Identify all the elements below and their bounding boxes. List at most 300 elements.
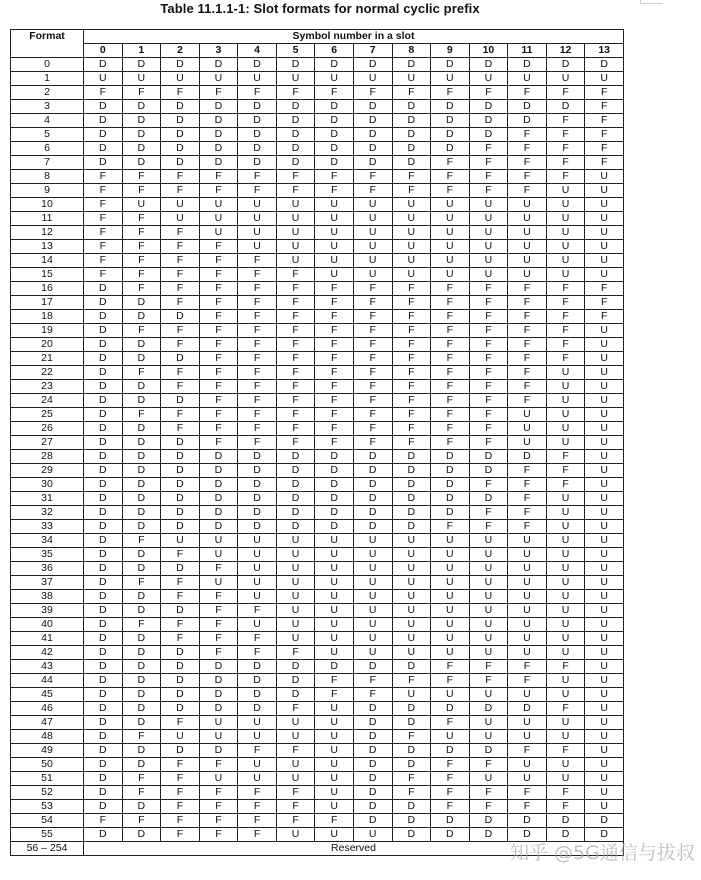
- symbol-cell: U: [238, 548, 277, 562]
- symbol-cell: U: [585, 576, 624, 590]
- symbol-cell: D: [508, 702, 547, 716]
- symbol-cell: F: [315, 310, 354, 324]
- symbol-cell: D: [353, 464, 392, 478]
- symbol-cell: F: [199, 184, 238, 198]
- symbol-cell: F: [431, 436, 470, 450]
- symbol-cell: F: [161, 828, 200, 842]
- symbol-cell: F: [431, 296, 470, 310]
- format-cell: 44: [11, 674, 84, 688]
- symbol-cell: F: [431, 170, 470, 184]
- symbol-cell: F: [431, 394, 470, 408]
- symbol-cell: U: [585, 660, 624, 674]
- symbol-cell: F: [508, 310, 547, 324]
- symbol-column-header: 2: [161, 44, 200, 58]
- symbol-cell: F: [469, 156, 508, 170]
- symbol-cell: D: [161, 142, 200, 156]
- symbol-cell: D: [161, 450, 200, 464]
- symbol-cell: U: [276, 72, 315, 86]
- symbol-cell: F: [276, 422, 315, 436]
- symbol-cell: F: [469, 282, 508, 296]
- symbol-cell: F: [431, 408, 470, 422]
- table-row: [11, 464, 624, 478]
- symbol-cell: F: [353, 688, 392, 702]
- symbol-cell: U: [431, 226, 470, 240]
- symbol-cell: D: [84, 366, 123, 380]
- symbol-cell: U: [469, 632, 508, 646]
- table-row: [11, 408, 624, 422]
- symbol-cell: D: [84, 324, 123, 338]
- symbol-cell: D: [238, 492, 277, 506]
- symbol-cell: F: [469, 478, 508, 492]
- symbol-cell: U: [508, 772, 547, 786]
- symbol-cell: F: [353, 394, 392, 408]
- symbol-cell: D: [199, 660, 238, 674]
- symbol-cell: U: [546, 268, 585, 282]
- symbol-cell: D: [353, 492, 392, 506]
- symbol-cell: F: [392, 366, 431, 380]
- symbol-cell: U: [276, 198, 315, 212]
- symbol-column-header: 0: [84, 44, 123, 58]
- symbol-cell: D: [431, 142, 470, 156]
- symbol-cell: F: [469, 408, 508, 422]
- symbol-cell: U: [585, 618, 624, 632]
- symbol-cell: F: [122, 534, 161, 548]
- table-row: [11, 450, 624, 464]
- symbol-cell: F: [508, 464, 547, 478]
- symbol-cell: U: [315, 254, 354, 268]
- symbol-cell: D: [508, 450, 547, 464]
- symbol-cell: D: [276, 688, 315, 702]
- symbol-cell: U: [315, 786, 354, 800]
- format-cell: 28: [11, 450, 84, 464]
- symbol-cell: U: [585, 674, 624, 688]
- symbol-cell: F: [122, 730, 161, 744]
- symbol-column-header: 9: [431, 44, 470, 58]
- symbol-cell: D: [122, 100, 161, 114]
- symbol-cell: F: [353, 296, 392, 310]
- symbol-cell: U: [546, 380, 585, 394]
- symbol-cell: F: [122, 772, 161, 786]
- symbol-cell: F: [392, 282, 431, 296]
- symbol-cell: U: [392, 268, 431, 282]
- symbol-cell: F: [122, 786, 161, 800]
- symbol-cell: U: [276, 590, 315, 604]
- symbol-cell: D: [315, 114, 354, 128]
- symbol-cell: D: [315, 506, 354, 520]
- symbol-cell: F: [122, 254, 161, 268]
- symbol-cell: U: [508, 436, 547, 450]
- symbol-cell: F: [315, 436, 354, 450]
- format-cell: 31: [11, 492, 84, 506]
- symbol-column-header: 10: [469, 44, 508, 58]
- symbol-cell: F: [469, 310, 508, 324]
- symbol-cell: U: [469, 72, 508, 86]
- symbol-cell: F: [508, 128, 547, 142]
- symbol-cell: F: [469, 142, 508, 156]
- symbol-cell: D: [546, 100, 585, 114]
- symbol-cell: F: [122, 282, 161, 296]
- symbol-cell: U: [199, 576, 238, 590]
- symbol-cell: U: [585, 352, 624, 366]
- symbol-cell: F: [392, 296, 431, 310]
- symbol-cell: U: [585, 492, 624, 506]
- symbol-cell: U: [585, 478, 624, 492]
- symbol-cell: U: [238, 758, 277, 772]
- symbol-cell: F: [276, 394, 315, 408]
- symbol-cell: D: [392, 660, 431, 674]
- symbol-cell: D: [353, 450, 392, 464]
- symbol-cell: F: [508, 282, 547, 296]
- symbol-cell: U: [508, 254, 547, 268]
- symbol-cell: U: [392, 212, 431, 226]
- symbol-cell: F: [508, 352, 547, 366]
- symbol-cell: D: [199, 688, 238, 702]
- symbol-cell: F: [431, 156, 470, 170]
- symbol-cell: U: [585, 800, 624, 814]
- symbol-cell: U: [431, 198, 470, 212]
- symbol-cell: U: [469, 226, 508, 240]
- symbol-cell: F: [238, 744, 277, 758]
- symbol-cell: F: [199, 408, 238, 422]
- symbol-cell: F: [508, 142, 547, 156]
- symbol-cell: D: [276, 114, 315, 128]
- symbol-cell: D: [392, 114, 431, 128]
- symbol-cell: D: [276, 156, 315, 170]
- table-row: [11, 660, 624, 674]
- symbol-cell: F: [276, 310, 315, 324]
- table-row: [11, 548, 624, 562]
- symbol-cell: F: [392, 338, 431, 352]
- symbol-cell: U: [546, 198, 585, 212]
- format-cell: 49: [11, 744, 84, 758]
- symbol-cell: F: [276, 646, 315, 660]
- symbol-cell: F: [161, 268, 200, 282]
- symbol-cell: F: [238, 324, 277, 338]
- symbol-cell: F: [161, 86, 200, 100]
- symbol-cell: U: [508, 590, 547, 604]
- symbol-cell: D: [84, 338, 123, 352]
- symbol-cell: F: [199, 590, 238, 604]
- symbol-cell: U: [508, 576, 547, 590]
- symbol-cell: D: [161, 702, 200, 716]
- symbol-cell: U: [315, 702, 354, 716]
- symbol-cell: U: [315, 618, 354, 632]
- symbol-cell: U: [161, 72, 200, 86]
- symbol-cell: F: [508, 744, 547, 758]
- symbol-cell: D: [84, 114, 123, 128]
- symbol-cell: D: [353, 786, 392, 800]
- symbol-cell: D: [84, 772, 123, 786]
- symbol-cell: U: [353, 646, 392, 660]
- symbol-cell: D: [276, 506, 315, 520]
- symbol-cell: F: [508, 380, 547, 394]
- symbol-cell: D: [276, 128, 315, 142]
- symbol-cell: U: [315, 226, 354, 240]
- symbol-column-header: 13: [585, 44, 624, 58]
- symbol-cell: F: [161, 576, 200, 590]
- symbol-cell: D: [161, 674, 200, 688]
- symbol-cell: F: [315, 814, 354, 828]
- symbol-cell: F: [431, 380, 470, 394]
- format-cell: 19: [11, 324, 84, 338]
- symbol-cell: D: [431, 450, 470, 464]
- symbol-cell: F: [122, 324, 161, 338]
- symbol-cell: U: [585, 72, 624, 86]
- symbol-cell: U: [431, 646, 470, 660]
- symbol-cell: D: [469, 492, 508, 506]
- symbol-cell: U: [315, 800, 354, 814]
- symbol-cell: U: [546, 758, 585, 772]
- symbol-cell: D: [315, 142, 354, 156]
- symbol-cell: D: [122, 156, 161, 170]
- symbol-cell: U: [469, 534, 508, 548]
- symbol-cell: F: [161, 296, 200, 310]
- symbol-cell: F: [84, 86, 123, 100]
- symbol-cell: F: [353, 422, 392, 436]
- symbol-cell: D: [392, 478, 431, 492]
- symbol-cell: U: [199, 730, 238, 744]
- symbol-cell: F: [469, 366, 508, 380]
- symbol-cell: D: [161, 156, 200, 170]
- symbol-cell: D: [199, 674, 238, 688]
- format-cell: 1: [11, 72, 84, 86]
- symbol-cell: U: [431, 534, 470, 548]
- symbol-cell: D: [199, 156, 238, 170]
- symbol-cell: D: [392, 58, 431, 72]
- symbol-cell: U: [276, 212, 315, 226]
- symbol-cell: F: [276, 408, 315, 422]
- symbol-cell: U: [585, 702, 624, 716]
- symbol-cell: D: [392, 100, 431, 114]
- symbol-cell: U: [315, 646, 354, 660]
- symbol-cell: D: [84, 436, 123, 450]
- symbol-cell: F: [431, 660, 470, 674]
- symbol-cell: F: [392, 772, 431, 786]
- symbol-cell: D: [469, 128, 508, 142]
- symbol-cell: D: [238, 674, 277, 688]
- symbol-cell: D: [84, 744, 123, 758]
- symbol-cell: F: [238, 380, 277, 394]
- symbol-cell: U: [161, 730, 200, 744]
- symbol-cell: F: [122, 618, 161, 632]
- symbol-cell: D: [276, 478, 315, 492]
- symbol-cell: U: [585, 604, 624, 618]
- symbol-cell: F: [353, 366, 392, 380]
- symbol-cell: F: [508, 170, 547, 184]
- table-row: [11, 674, 624, 688]
- symbol-cell: F: [431, 352, 470, 366]
- symbol-cell: D: [161, 310, 200, 324]
- symbol-cell: U: [238, 716, 277, 730]
- symbol-cell: D: [122, 590, 161, 604]
- format-cell: 14: [11, 254, 84, 268]
- symbol-cell: F: [392, 324, 431, 338]
- symbol-cell: F: [546, 170, 585, 184]
- header-row-1: [11, 30, 624, 44]
- symbol-cell: U: [315, 576, 354, 590]
- slot-format-table: [10, 29, 624, 856]
- symbol-cell: D: [84, 590, 123, 604]
- symbol-cell: D: [122, 646, 161, 660]
- symbol-cell: U: [353, 226, 392, 240]
- symbol-cell: F: [238, 366, 277, 380]
- symbol-cell: U: [431, 632, 470, 646]
- symbol-cell: U: [469, 730, 508, 744]
- symbol-cell: F: [84, 240, 123, 254]
- symbol-cell: F: [585, 142, 624, 156]
- symbol-cell: F: [276, 786, 315, 800]
- table-row: [11, 254, 624, 268]
- symbol-cell: U: [276, 548, 315, 562]
- symbol-cell: D: [392, 702, 431, 716]
- symbol-cell: F: [431, 310, 470, 324]
- symbol-cell: F: [161, 422, 200, 436]
- symbol-cell: F: [161, 758, 200, 772]
- symbol-cell: U: [353, 212, 392, 226]
- format-cell: 18: [11, 310, 84, 324]
- symbol-cell: D: [508, 58, 547, 72]
- symbol-cell: U: [585, 520, 624, 534]
- symbol-cell: U: [161, 534, 200, 548]
- symbol-cell: D: [431, 114, 470, 128]
- format-cell: 47: [11, 716, 84, 730]
- table-row: [11, 240, 624, 254]
- symbol-cell: F: [315, 170, 354, 184]
- symbol-cell: D: [199, 114, 238, 128]
- symbol-cell: F: [238, 352, 277, 366]
- symbol-cell: D: [84, 282, 123, 296]
- symbol-cell: D: [546, 828, 585, 842]
- symbol-cell: D: [238, 688, 277, 702]
- symbol-cell: F: [431, 184, 470, 198]
- symbol-cell: U: [199, 72, 238, 86]
- symbol-cell: D: [353, 702, 392, 716]
- symbol-cell: D: [276, 520, 315, 534]
- symbol-cell: U: [315, 744, 354, 758]
- symbol-cell: D: [353, 800, 392, 814]
- symbol-cell: D: [122, 380, 161, 394]
- symbol-cell: D: [161, 478, 200, 492]
- symbol-cell: F: [122, 240, 161, 254]
- symbol-cell: U: [276, 226, 315, 240]
- symbol-cell: F: [161, 618, 200, 632]
- symbol-cell: F: [161, 632, 200, 646]
- symbol-cell: D: [508, 828, 547, 842]
- symbol-cell: F: [353, 352, 392, 366]
- symbol-cell: D: [431, 492, 470, 506]
- symbol-cell: F: [199, 86, 238, 100]
- symbol-cell: U: [546, 772, 585, 786]
- symbol-cell: F: [122, 576, 161, 590]
- symbol-cell: U: [469, 618, 508, 632]
- symbol-cell: D: [84, 464, 123, 478]
- symbol-cell: U: [199, 198, 238, 212]
- format-cell: 16: [11, 282, 84, 296]
- symbol-cell: U: [585, 758, 624, 772]
- symbol-cell: U: [392, 562, 431, 576]
- symbol-cell: D: [238, 142, 277, 156]
- symbol-cell: U: [431, 688, 470, 702]
- format-cell: 8: [11, 170, 84, 184]
- format-cell: 24: [11, 394, 84, 408]
- symbol-cell: D: [353, 128, 392, 142]
- symbol-cell: F: [122, 170, 161, 184]
- format-cell: 36: [11, 562, 84, 576]
- symbol-cell: U: [508, 604, 547, 618]
- format-cell: 40: [11, 618, 84, 632]
- symbol-cell: U: [122, 198, 161, 212]
- symbol-cell: U: [508, 730, 547, 744]
- symbol-cell: D: [122, 352, 161, 366]
- symbol-cell: D: [122, 506, 161, 520]
- symbol-cell: D: [392, 464, 431, 478]
- symbol-cell: U: [431, 72, 470, 86]
- symbol-cell: U: [353, 828, 392, 842]
- symbol-cell: F: [276, 324, 315, 338]
- symbol-cell: U: [353, 254, 392, 268]
- symbol-cell: D: [199, 100, 238, 114]
- symbol-cell: U: [392, 688, 431, 702]
- symbol-group-header: Symbol number in a slot: [84, 30, 624, 44]
- symbol-cell: U: [585, 394, 624, 408]
- format-cell: 55: [11, 828, 84, 842]
- symbol-cell: D: [84, 506, 123, 520]
- table-row: [11, 268, 624, 282]
- symbol-cell: D: [431, 506, 470, 520]
- symbol-cell: D: [585, 828, 624, 842]
- symbol-cell: F: [353, 436, 392, 450]
- symbol-cell: D: [315, 492, 354, 506]
- symbol-cell: F: [276, 184, 315, 198]
- symbol-cell: D: [161, 436, 200, 450]
- symbol-cell: D: [353, 814, 392, 828]
- symbol-cell: D: [469, 814, 508, 828]
- symbol-cell: D: [276, 450, 315, 464]
- symbol-cell: F: [199, 240, 238, 254]
- symbol-cell: F: [238, 394, 277, 408]
- symbol-cell: F: [161, 800, 200, 814]
- symbol-cell: F: [392, 380, 431, 394]
- symbol-cell: D: [469, 450, 508, 464]
- symbol-cell: U: [315, 240, 354, 254]
- symbol-cell: U: [431, 562, 470, 576]
- symbol-cell: F: [469, 184, 508, 198]
- symbol-cell: F: [431, 674, 470, 688]
- table-row: [11, 618, 624, 632]
- symbol-cell: D: [122, 128, 161, 142]
- symbol-cell: D: [469, 828, 508, 842]
- symbol-cell: D: [161, 100, 200, 114]
- symbol-cell: D: [392, 142, 431, 156]
- symbol-cell: D: [353, 772, 392, 786]
- symbol-cell: F: [392, 170, 431, 184]
- symbol-cell: F: [276, 282, 315, 296]
- symbol-cell: F: [84, 198, 123, 212]
- symbol-cell: D: [431, 478, 470, 492]
- symbol-cell: U: [315, 212, 354, 226]
- symbol-cell: F: [315, 366, 354, 380]
- symbol-cell: U: [546, 562, 585, 576]
- symbol-cell: D: [431, 128, 470, 142]
- symbol-cell: D: [199, 744, 238, 758]
- format-cell: 10: [11, 198, 84, 212]
- format-cell: 33: [11, 520, 84, 534]
- symbol-cell: D: [199, 142, 238, 156]
- symbol-cell: U: [508, 548, 547, 562]
- format-cell: 17: [11, 296, 84, 310]
- symbol-cell: U: [238, 198, 277, 212]
- symbol-cell: D: [122, 548, 161, 562]
